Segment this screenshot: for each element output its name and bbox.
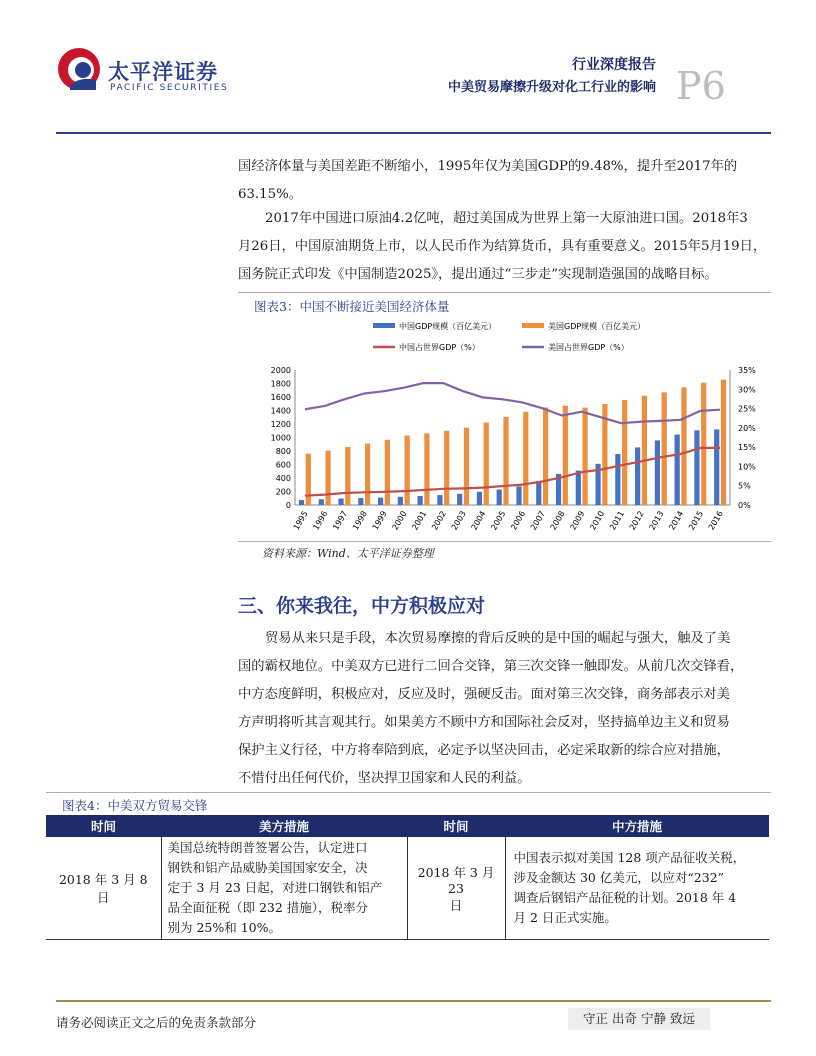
right-axis-tick-label: 15% bbox=[738, 443, 756, 453]
bar-china-gdp bbox=[457, 494, 462, 505]
x-axis-tick-label: 2012 bbox=[627, 509, 646, 532]
bar-us-gdp bbox=[543, 407, 548, 505]
header-divider bbox=[56, 132, 771, 134]
bar-china-gdp bbox=[516, 486, 521, 505]
left-axis-tick-label: 1400 bbox=[270, 406, 291, 416]
paragraph-line: 贸易从来只是手段，本次贸易摩擦的背后反映的是中国的崛起与强大，触及了美 bbox=[265, 631, 731, 646]
us-measures-cell bbox=[161, 837, 407, 940]
paragraph-line: 中方态度鲜明，积极应对，反应及时，强硬反击。面对第三次交锋，商务部表示对美 bbox=[238, 687, 730, 702]
right-axis-tick-label: 35% bbox=[738, 366, 756, 375]
bar-china-gdp bbox=[694, 430, 699, 505]
left-axis-tick-label: 0 bbox=[285, 501, 291, 510]
right-axis-tick-label: 5% bbox=[738, 481, 751, 491]
bar-us-gdp bbox=[345, 447, 350, 505]
x-axis-tick-label: 2008 bbox=[548, 509, 567, 532]
x-axis-tick-label: 2007 bbox=[528, 509, 547, 532]
bar-china-gdp bbox=[536, 481, 541, 505]
x-axis-tick-label: 2006 bbox=[509, 509, 528, 532]
x-axis-tick-label: 2010 bbox=[588, 509, 607, 532]
trade-table bbox=[46, 815, 769, 940]
x-axis-tick-label: 1995 bbox=[291, 509, 310, 532]
bar-china-gdp bbox=[675, 435, 680, 505]
bar-us-gdp bbox=[681, 387, 686, 505]
cell-line: 日 bbox=[96, 890, 110, 905]
legend-label-china-share: 中国占世界GDP（%） bbox=[399, 343, 480, 352]
table-row bbox=[46, 837, 769, 940]
bar-china-gdp bbox=[338, 499, 343, 505]
cell-line: 涉及金额达 30 亿美元，以应对“232” bbox=[513, 870, 724, 885]
x-axis-tick-label: 2014 bbox=[667, 509, 686, 532]
figure-top-rule bbox=[238, 292, 771, 293]
header-us-measures: 美方措施 bbox=[161, 815, 407, 837]
x-axis-tick-label: 2002 bbox=[430, 509, 449, 532]
bar-us-gdp bbox=[306, 454, 311, 505]
bar-china-gdp bbox=[477, 492, 482, 505]
left-axis-tick-label: 400 bbox=[275, 474, 291, 483]
cell-line: 别为 25%和 10%。 bbox=[167, 920, 282, 935]
x-axis-tick-label: 1999 bbox=[370, 509, 389, 532]
x-axis-tick-label: 2003 bbox=[449, 509, 468, 532]
bar-china-gdp bbox=[615, 454, 620, 505]
bar-china-gdp bbox=[398, 497, 403, 505]
bar-us-gdp bbox=[464, 428, 469, 505]
table-top-rule bbox=[46, 792, 771, 793]
bar-china-gdp bbox=[655, 440, 660, 505]
us-date-cell bbox=[46, 837, 161, 940]
x-axis-tick-label: 2009 bbox=[568, 509, 587, 532]
paragraph-line: 63.15%。 bbox=[238, 187, 302, 202]
left-axis-tick-label: 200 bbox=[275, 487, 291, 497]
paragraph-1 bbox=[238, 153, 758, 209]
cell-line: 美国总统特朗普签署公告，认定进口 bbox=[167, 840, 368, 855]
right-axis-tick-label: 25% bbox=[738, 404, 756, 414]
left-axis-tick-label: 800 bbox=[275, 447, 291, 456]
chart-legend bbox=[373, 321, 645, 352]
bar-china-gdp bbox=[299, 500, 304, 505]
paragraph-line: 国务院正式印发《中国制造2025》，提出通过“三步走”实现制造强国的战略目标。 bbox=[238, 267, 718, 282]
footer-disclaimer: 请务必阅读正文之后的免责条款部分 bbox=[56, 1015, 257, 1030]
paragraph-line: 保护主义行径，中方将奉陪到底，必定予以坚决回击，必定采取新的综合应对措施， bbox=[238, 743, 730, 758]
cell-line: 钢铁和铝产品威胁美国国家安全，决 bbox=[167, 860, 368, 875]
bar-china-gdp bbox=[319, 499, 324, 505]
cell-line: 品全面征税（即 232 措施），税率分 bbox=[167, 900, 369, 915]
bar-us-gdp bbox=[523, 412, 528, 505]
legend-label-us-gdp: 美国GDP规模（百亿美元） bbox=[548, 322, 646, 331]
legend-label-china-gdp: 中国GDP规模（百亿美元） bbox=[399, 322, 497, 331]
cell-line: 2018 年 3 月 8 bbox=[58, 872, 148, 887]
cell-line: 2018 年 3 月 23 bbox=[417, 864, 495, 896]
right-axis-tick-label: 20% bbox=[738, 423, 756, 433]
left-axis-tick-label: 600 bbox=[275, 460, 291, 470]
paragraph-line: 国的霸权地位。中美双方已进行二回合交锋，第三次交锋一触即发。从前几次交锋看， bbox=[238, 659, 744, 674]
x-axis-tick-label: 2013 bbox=[647, 509, 666, 532]
paragraph-3 bbox=[238, 625, 758, 793]
bar-china-gdp bbox=[576, 471, 581, 505]
paragraph-line: 方声明将听其言观其行。如果美方不顾中方和国际社会反对，坚持搞单边主义和贸易 bbox=[238, 715, 730, 730]
bar-us-gdp bbox=[385, 440, 390, 505]
bar-us-gdp bbox=[444, 431, 449, 505]
bar-china-gdp bbox=[497, 490, 502, 505]
paragraph-line: 月26日，中国原油期货上市，以人民币作为结算货币，具有重要意义。2015年5月19日， bbox=[238, 239, 767, 254]
right-axis-tick-label: 10% bbox=[738, 462, 756, 472]
x-axis-tick-label: 2001 bbox=[410, 509, 429, 532]
header-us-date: 时间 bbox=[46, 815, 161, 837]
bar-us-gdp bbox=[721, 380, 726, 505]
legend-swatch-us-gdp bbox=[522, 323, 544, 328]
left-axis-tick-label: 1800 bbox=[270, 379, 291, 389]
bar-china-gdp bbox=[418, 496, 423, 505]
x-axis-tick-label: 2015 bbox=[687, 509, 706, 532]
figure-title: 图表3：中国不断接近美国经济体量 bbox=[254, 299, 450, 314]
bar-us-gdp bbox=[583, 408, 588, 505]
bar-us-gdp bbox=[622, 400, 627, 505]
header-cn-measures: 中方措施 bbox=[505, 815, 769, 837]
cell-line: 定于 3 月 23 日起，对进口钢铁和铝产 bbox=[167, 880, 383, 895]
left-axis-tick-label: 1200 bbox=[270, 420, 291, 429]
report-subject: 中美贸易摩擦升级对化工行业的影响 bbox=[447, 80, 656, 95]
cell-line: 调查后钢铝产品征税的计划。2018 年 4 bbox=[513, 890, 737, 905]
right-axis-tick-label: 30% bbox=[738, 385, 756, 395]
cn-measures-cell bbox=[505, 837, 769, 940]
right-axis-tick-label: 0% bbox=[738, 501, 751, 510]
paragraph-line: 2017年中国进口原油4.2亿吨，超过美国成为世界上第一大原油进口国。2018年3 bbox=[265, 211, 748, 226]
paragraph-2 bbox=[238, 205, 767, 289]
gdp-chart bbox=[250, 318, 770, 540]
bar-china-gdp bbox=[378, 498, 383, 505]
bar-us-gdp bbox=[405, 436, 410, 505]
logo-name-en: PACIFIC SECURITIES bbox=[110, 83, 229, 93]
x-axis-tick-label: 2011 bbox=[608, 509, 626, 532]
x-axis-tick-label: 1998 bbox=[350, 509, 369, 532]
x-axis-tick-label: 2000 bbox=[390, 509, 409, 532]
bar-us-gdp bbox=[424, 433, 429, 505]
left-axis-tick-label: 1600 bbox=[270, 393, 291, 402]
footer-motto: 守正 出奇 宁静 致远 bbox=[568, 1008, 710, 1030]
x-axis-tick-label: 2005 bbox=[489, 509, 508, 532]
footer-divider bbox=[56, 1000, 771, 1002]
bar-us-gdp bbox=[503, 417, 508, 505]
bar-us-gdp bbox=[484, 423, 489, 505]
bar-us-gdp bbox=[563, 406, 568, 505]
cell-line: 日 bbox=[449, 897, 463, 913]
x-axis-tick-label: 2016 bbox=[706, 509, 725, 532]
bar-us-gdp bbox=[701, 383, 706, 505]
section-title: 三、你来我往，中方积极应对 bbox=[238, 595, 486, 617]
bar-us-gdp bbox=[325, 451, 330, 505]
bar-china-gdp bbox=[635, 447, 640, 505]
table-title: 图表4：中美双方贸易交锋 bbox=[62, 798, 208, 813]
bar-us-gdp bbox=[662, 392, 667, 505]
cell-line: 中国表示拟对美国 128 项产品征收关税， bbox=[513, 850, 746, 865]
paragraph-line: 国经济体量与美国差距不断缩小，1995年仅为美国GDP的9.48%，提升至2017年的 bbox=[238, 159, 738, 174]
page-number: P6 bbox=[676, 64, 726, 108]
figure-source: 资料来源：Wind、太平洋证券整理 bbox=[262, 547, 434, 560]
cn-date-cell bbox=[407, 837, 505, 940]
paragraph-line: 不惜付出任何代价，坚决捍卫国家和人民的利益。 bbox=[238, 771, 531, 786]
pacific-securities-logo-icon bbox=[56, 46, 102, 92]
figure-bottom-rule bbox=[238, 541, 771, 542]
left-axis-tick-label: 2000 bbox=[270, 366, 291, 375]
logo-name-cn: 太平洋证券 bbox=[108, 60, 218, 84]
table-header-row bbox=[46, 815, 769, 837]
bar-china-gdp bbox=[437, 495, 442, 505]
x-axis-tick-label: 2004 bbox=[469, 509, 488, 532]
bar-china-gdp bbox=[714, 429, 719, 505]
bar-china-gdp bbox=[358, 498, 363, 505]
left-axis-tick-label: 1000 bbox=[270, 433, 291, 443]
cell-line: 月 2 日正式实施。 bbox=[513, 910, 617, 925]
x-axis-tick-label: 1996 bbox=[311, 509, 330, 532]
bar-us-gdp bbox=[642, 396, 647, 505]
legend-label-us-share: 美国占世界GDP（%） bbox=[548, 343, 629, 352]
x-axis-tick-label: 1997 bbox=[331, 509, 350, 532]
bar-us-gdp bbox=[365, 444, 370, 505]
report-type: 行业深度报告 bbox=[572, 57, 656, 73]
header-cn-date: 时间 bbox=[407, 815, 505, 837]
legend-swatch-china-gdp bbox=[373, 323, 395, 328]
line-us-share bbox=[305, 383, 720, 423]
